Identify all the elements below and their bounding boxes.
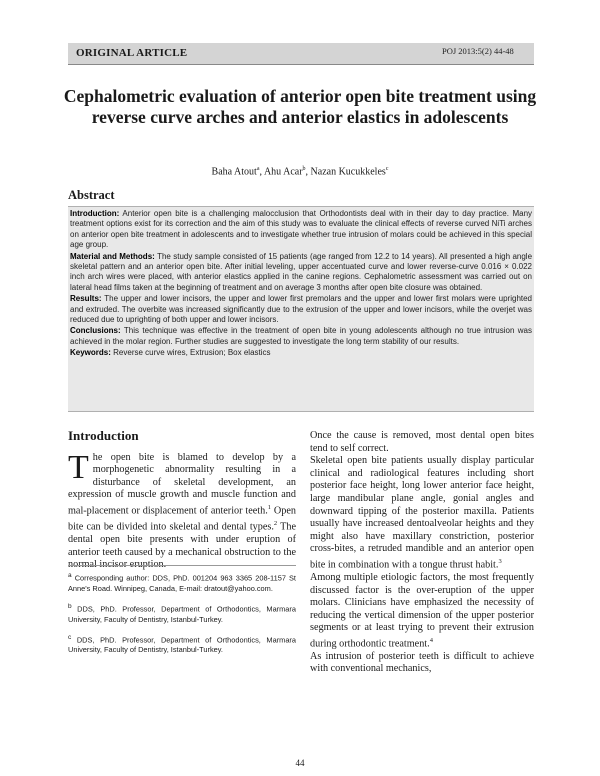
body-paragraph [310,455,534,572]
footnote-text: DDS, PhD. Professor, Department of Orthodontics, Marmara University, Faculty of Dentistry, Istanbul-Turkey. [68,635,296,655]
paragraph-text: Skeletal open bite patients usually display particular clinical and radiological features including short posterior face height, long lower anterior face height, large mandibular plane angle, gonial angles and downward tipping of the posterior maxilla. Patients usually have increased dentoalveolar heights and they might also have maxillary constriction, posterior cross-bites, a retruded mandible and an anterior open bite in combination with a tongue thrust habit. [310,455,534,571]
author-affiliation-mark: a [256,166,260,172]
citation-ref: 3 [498,557,502,565]
body-paragraph: As intrusion of posterior teeth is difficult to achieve with conventional mechanics, [310,650,534,675]
abstract-text: The upper and lower incisors, the upper and lower first premolars and the upper and lower first molars were uprighted and extruded. The overbite was increased significantly due to the extrusion of the upper and lower incisors, while the overjet was reduced due to uprighting of both upper and lower incisors. [70,294,533,325]
abstract-text: Anterior open bite is a challenging malocclusion that Orthodontists deal with in their day to day practice. Many treatment options exist for its correction and the aim of this study was to evaluate the clinical effects of reverse curved NiTi arches on anterior open bite treatment in adolescents and to investigate whether true intrusion of molars could be achieved in this special age group. [70,209,533,250]
body-paragraph [310,572,534,651]
footnote [68,602,296,625]
abstract-keywords [70,348,532,358]
abstract-text: This technique was effective in the treatment of open bite in young adolescents although no true intrusion was achieved in the molar region. Further studies are suggested to investigate the long term stability of our results. [70,326,532,346]
footnote [68,571,296,594]
page-number: 44 [295,758,305,768]
author-affiliation-mark: b [302,166,306,172]
abstract-label: Conclusions: [70,326,121,336]
abstract-box [68,206,534,412]
introduction-paragraph [68,448,297,572]
citation-ref: 4 [429,636,433,644]
paragraph-text: Open bite can be divided into skeletal and dental types. [68,505,296,533]
paragraph-text: he open bite is blamed to develop by a morphogenetic abnormality resulting in a disturbance of skeletal development, an expression of muscle growth and muscle function and mal-placement or displacement of anterior teeth. [68,451,296,517]
drop-cap: T [68,448,89,486]
footnote-text: DDS, PhD. Professor, Department of Orthodontics, Marmara University, Faculty of Dentistry, Istanbul-Turkey. [68,604,296,624]
abstract-text: Reverse curve wires, Extrusion; Box elastics [113,348,271,358]
citation-ref: 1 [267,503,272,511]
abstract-results [70,294,532,325]
author-list: Baha Atout$^a$, Ahu Acar$^b$, Nazan Kucukkeles$^c$ [211,166,389,178]
journal-reference: POJ 2013:5(2) 44-48 [442,46,514,56]
author-affiliation-mark: c [385,166,389,172]
footnote-mark: c [68,633,72,641]
paper-title: Cephalometric evaluation of anterior open bite treatment using reverse curve arches and anterior elastics in adolescents [63,86,537,127]
abstract-text: The study sample consisted of 15 patients (age ranged from 12.2 to 14 years). All presented a high angle skeletal pattern and an anterior open bite. After initial leveling, upper accentuated curve and lower reverse-curve 0.016 × 0.022 inch arch wires were placed, with anterior elastics applied in the canine regions. Cephalometric assessment was carried out on lateral head films taken at the beginning of treatment and on average 3 months after open bite closure was obtained. [70,251,533,292]
author-name: Nazan Kucukkeles [310,166,386,178]
footnote-text: Corresponding author: DDS, PhD. 001204 963 3365 208-1157 St Anne's Road. Winnipeg, Canada, E-mail: dratout@yahoo.com. [68,573,296,593]
body-paragraph: Once the cause is removed, most dental open bites tend to self correct. [310,430,534,454]
author-name: Baha Atout [211,166,257,178]
abstract-label: Results: [70,294,102,304]
citation-ref: 2 [273,519,278,527]
footnote-mark: b [68,602,72,610]
paragraph-text: The dental open bite presents with under eruption of anterior teeth caused by a mechanical obstruction to the normal incisor eruption. [68,521,297,571]
footnotes [68,565,296,664]
author-name: Ahu Acar [263,166,303,178]
abstract-methods [70,252,532,294]
left-column [68,430,296,572]
article-type-label: ORIGINAL ARTICLE [76,47,188,59]
abstract-label: Material and Methods: [70,251,155,261]
footnote-mark: a [68,572,72,579]
right-column [310,430,534,676]
abstract-conclusions [70,326,532,347]
paragraph-text: Among multiple etiologic factors, the most frequently discussed factor is the over-eruption of the upper molars. Clinicians have emphasized the necessity of reducing the vertical dimension of the upper posterior segments or at least trying to prevent their extrusion during orthodontic treatment. [310,571,534,650]
abstract-label: Introduction: [70,209,120,218]
abstract-label: Keywords: [70,348,111,358]
abstract-introduction [70,209,532,251]
abstract-heading: Abstract [68,188,115,202]
footnote [68,633,296,656]
introduction-heading: Introduction [68,428,139,443]
